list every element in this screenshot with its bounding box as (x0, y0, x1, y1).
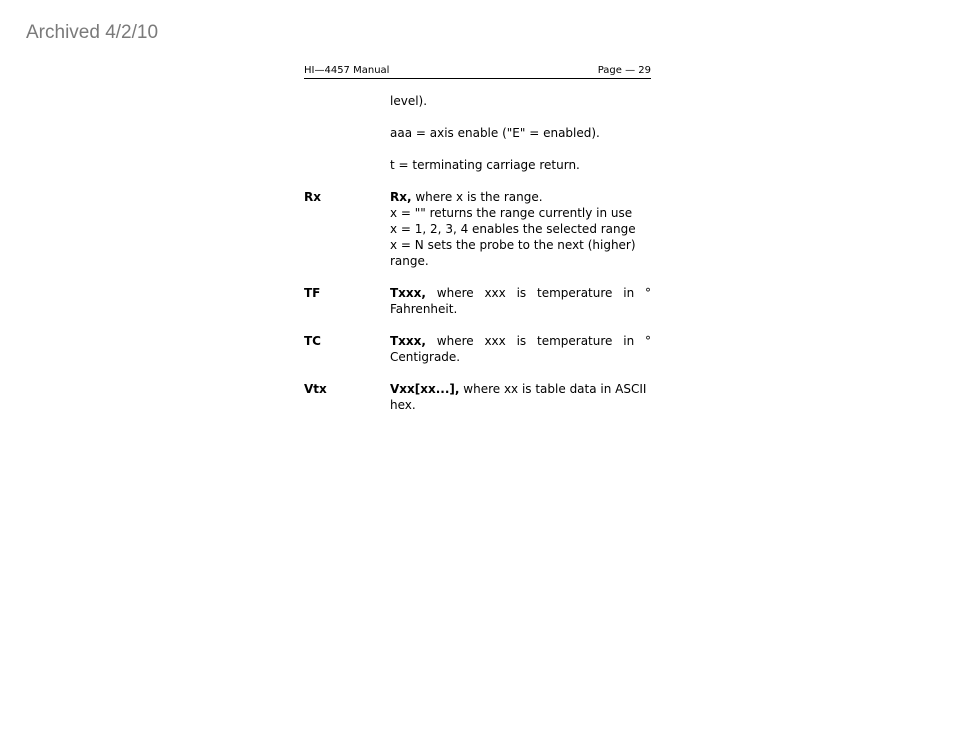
lead-text: where xx is table data in ASCII (459, 382, 647, 396)
lead-word: where (436, 286, 474, 300)
command-description (390, 125, 651, 141)
description-line: x = "" returns the range currently in use (390, 206, 633, 220)
lead-word: where (436, 334, 474, 348)
entry-vtx (304, 381, 651, 413)
description-line: hex. (390, 398, 416, 412)
command-name (304, 125, 390, 141)
description-line: Fahrenheit. (390, 302, 458, 316)
description-line: Centigrade. (390, 350, 461, 364)
command-description (390, 189, 651, 269)
command-name (304, 93, 390, 109)
command-description (390, 285, 651, 317)
lead-word: xxx (484, 334, 506, 348)
command-name: Vtx (304, 382, 327, 396)
command-description (390, 157, 651, 173)
command-name: TF (304, 286, 321, 300)
entry-tf (304, 285, 651, 317)
degree-symbol: ° (645, 334, 651, 348)
lead-word: temperature (536, 334, 613, 348)
syntax-token: Rx, (390, 190, 412, 204)
command-name: TC (304, 334, 321, 348)
description-line: aaa = axis enable ("E" = enabled). (390, 126, 600, 140)
lead-word: is (516, 334, 527, 348)
description-line: x = N sets the probe to the next (higher) (390, 238, 636, 252)
command-name: Rx (304, 190, 321, 204)
page-number: Page — 29 (597, 65, 651, 76)
description-lead (390, 381, 651, 397)
description-lead (390, 285, 651, 301)
lead-word: in (623, 286, 635, 300)
syntax-token: Txxx, (390, 334, 426, 348)
command-description (390, 381, 651, 413)
entry-axis-enable (304, 125, 651, 141)
description-line: range. (390, 254, 429, 268)
command-description (390, 93, 651, 109)
description-lead (390, 333, 651, 349)
syntax-token: Txxx, (390, 286, 426, 300)
command-description (390, 333, 651, 365)
description-line: level). (390, 94, 428, 108)
command-reference (304, 93, 651, 413)
lead-word: in (623, 334, 635, 348)
description-lead (390, 189, 651, 205)
page-header (304, 64, 651, 79)
archived-watermark: Archived 4/2/10 (26, 22, 159, 43)
syntax-token: Vxx[xx...], (390, 382, 460, 396)
command-name (304, 157, 390, 173)
manual-title: HI—4457 Manual (304, 65, 390, 76)
entry-tc (304, 333, 651, 365)
entry-continuation (304, 93, 651, 109)
description-line: x = 1, 2, 3, 4 enables the selected range (390, 222, 636, 236)
entry-rx (304, 189, 651, 269)
degree-symbol: ° (645, 286, 651, 300)
lead-word: xxx (484, 286, 506, 300)
lead-word: temperature (536, 286, 613, 300)
description-line: t = terminating carriage return. (390, 158, 580, 172)
lead-word: is (516, 286, 527, 300)
lead-text: where x is the range. (411, 190, 543, 204)
entry-terminator (304, 157, 651, 173)
